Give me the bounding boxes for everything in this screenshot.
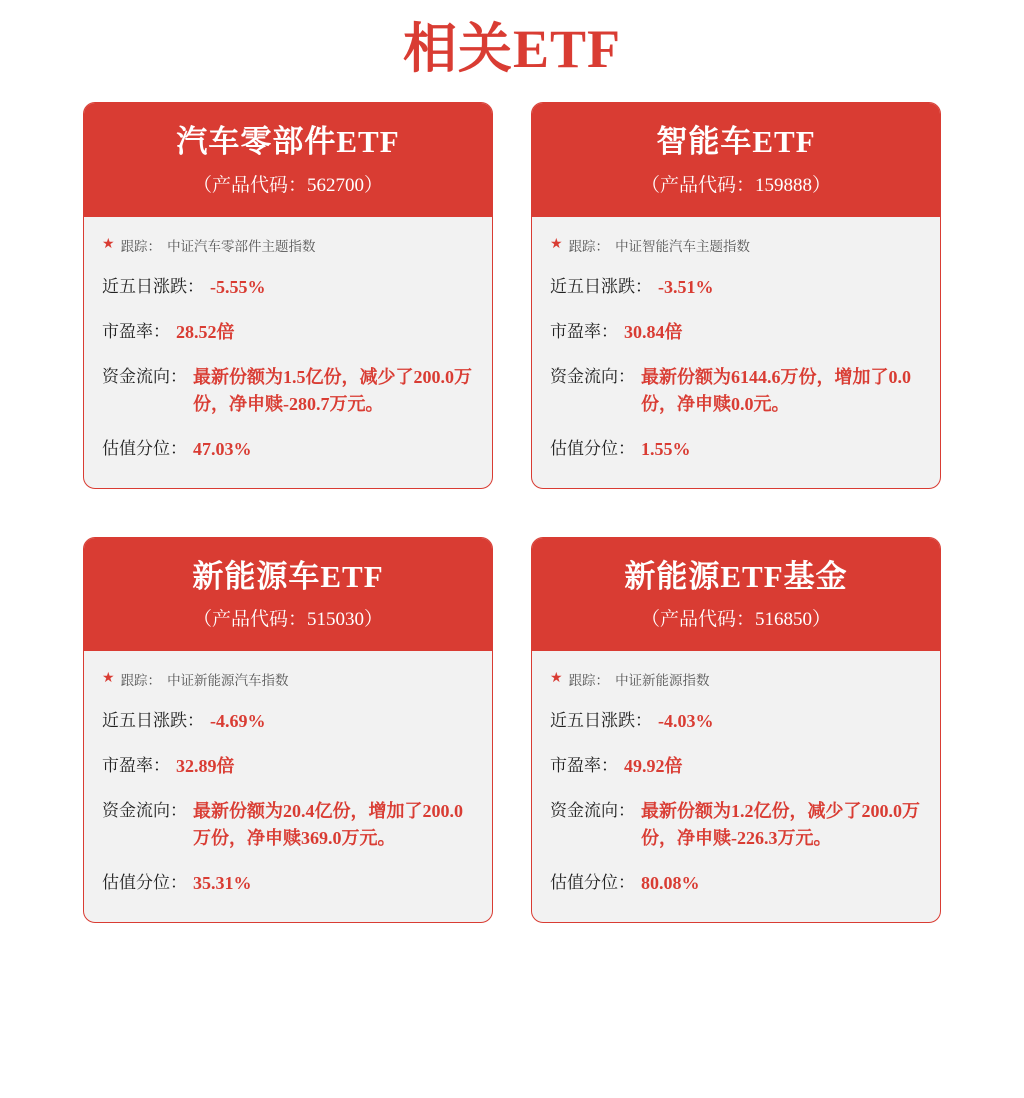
- star-icon: ★: [550, 671, 563, 687]
- etf-track-label: 跟踪：: [568, 238, 610, 254]
- etf-valuation-row: [102, 861, 474, 906]
- etf-card-body: [84, 217, 492, 488]
- etf-change5d-value: -5.55%: [210, 276, 266, 297]
- etf-pe-row: [550, 744, 922, 789]
- etf-pe-row: [550, 310, 922, 355]
- etf-track-value: 中证汽车零部件主题指数: [167, 238, 316, 254]
- etf-change5d-row: [102, 265, 474, 310]
- etf-track-row: [550, 665, 922, 699]
- etf-change5d-label: 近五日涨跌：: [550, 276, 652, 296]
- etf-flow-value: 最新份额为6144.6万份，增加了0.0份，净申赎0.0元。: [641, 366, 911, 414]
- etf-pe-row: [102, 310, 474, 355]
- etf-name: 新能源车ETF: [192, 558, 384, 594]
- etf-track-label: 跟踪：: [120, 673, 162, 689]
- etf-card[interactable]: [83, 537, 493, 923]
- etf-card[interactable]: [531, 537, 941, 923]
- etf-card[interactable]: [83, 102, 493, 488]
- etf-change5d-row: [550, 699, 922, 744]
- etf-valuation-label: 估值分位：: [102, 438, 187, 458]
- etf-valuation-row: [102, 427, 474, 472]
- etf-pe-value: 30.84倍: [624, 321, 683, 342]
- etf-valuation-row: [550, 861, 922, 906]
- etf-card-header: [84, 538, 492, 651]
- etf-pe-value: 49.92倍: [624, 756, 683, 777]
- etf-valuation-label: 估值分位：: [550, 438, 635, 458]
- etf-card-body: [84, 651, 492, 922]
- etf-card-header: [84, 103, 492, 216]
- etf-pe-value: 32.89倍: [176, 756, 235, 777]
- etf-track-row: [102, 665, 474, 699]
- etf-change5d-row: [550, 265, 922, 310]
- etf-flow-label: 资金流向：: [102, 801, 187, 821]
- etf-pe-label: 市盈率：: [550, 756, 618, 776]
- etf-track-value: 中证智能汽车主题指数: [615, 238, 751, 254]
- etf-change5d-row: [102, 699, 474, 744]
- etf-flow-label: 资金流向：: [102, 366, 187, 386]
- star-icon: ★: [550, 236, 563, 252]
- etf-code: （产品代码：515030）: [192, 609, 383, 631]
- etf-flow-label: 资金流向：: [550, 366, 635, 386]
- etf-flow-value: 最新份额为1.5亿份，减少了200.0万份，净申赎-280.7万元。: [193, 366, 472, 414]
- etf-track-value: 中证新能源指数: [615, 673, 710, 689]
- etf-card-body: [532, 217, 940, 488]
- etf-track-label: 跟踪：: [120, 238, 162, 254]
- star-icon: ★: [102, 671, 115, 687]
- etf-track-value: 中证新能源汽车指数: [167, 673, 289, 689]
- etf-valuation-value: 80.08%: [641, 873, 700, 894]
- etf-valuation-value: 47.03%: [193, 438, 252, 459]
- etf-pe-value: 28.52倍: [176, 321, 235, 342]
- etf-change5d-value: -3.51%: [658, 276, 714, 297]
- etf-name: 汽车零部件ETF: [176, 124, 400, 160]
- etf-pe-label: 市盈率：: [550, 321, 618, 341]
- etf-track-row: [102, 231, 474, 265]
- etf-change5d-label: 近五日涨跌：: [102, 711, 204, 731]
- etf-valuation-value: 35.31%: [193, 873, 252, 894]
- etf-flow-row: [102, 355, 474, 427]
- etf-flow-value: 最新份额为20.4亿份，增加了200.0万份，净申赎369.0万元。: [193, 801, 463, 849]
- etf-change5d-label: 近五日涨跌：: [550, 711, 652, 731]
- etf-code: （产品代码：516850）: [640, 609, 831, 631]
- etf-code: （产品代码：159888）: [640, 174, 831, 196]
- etf-name: 新能源ETF基金: [624, 558, 848, 594]
- etf-valuation-label: 估值分位：: [550, 873, 635, 893]
- etf-track-row: [550, 231, 922, 265]
- page-title: 相关ETF: [402, 19, 622, 79]
- etf-flow-row: [550, 789, 922, 861]
- etf-card-header: [532, 538, 940, 651]
- etf-track-label: 跟踪：: [568, 673, 610, 689]
- etf-card-header: [532, 103, 940, 216]
- etf-flow-label: 资金流向：: [550, 801, 635, 821]
- etf-card-grid: [0, 102, 1024, 951]
- etf-valuation-value: 1.55%: [641, 438, 691, 459]
- etf-pe-label: 市盈率：: [102, 756, 170, 776]
- etf-card[interactable]: [531, 102, 941, 488]
- etf-code: （产品代码：562700）: [192, 174, 383, 196]
- etf-flow-value: 最新份额为1.2亿份，减少了200.0万份，净申赎-226.3万元。: [641, 801, 920, 849]
- etf-change5d-value: -4.69%: [210, 711, 266, 732]
- etf-pe-row: [102, 744, 474, 789]
- etf-pe-label: 市盈率：: [102, 321, 170, 341]
- etf-name: 智能车ETF: [656, 124, 816, 160]
- etf-valuation-label: 估值分位：: [102, 873, 187, 893]
- etf-flow-row: [102, 789, 474, 861]
- etf-flow-row: [550, 355, 922, 427]
- etf-card-body: [532, 651, 940, 922]
- etf-change5d-value: -4.03%: [658, 711, 714, 732]
- etf-valuation-row: [550, 427, 922, 472]
- star-icon: ★: [102, 236, 115, 252]
- etf-change5d-label: 近五日涨跌：: [102, 276, 204, 296]
